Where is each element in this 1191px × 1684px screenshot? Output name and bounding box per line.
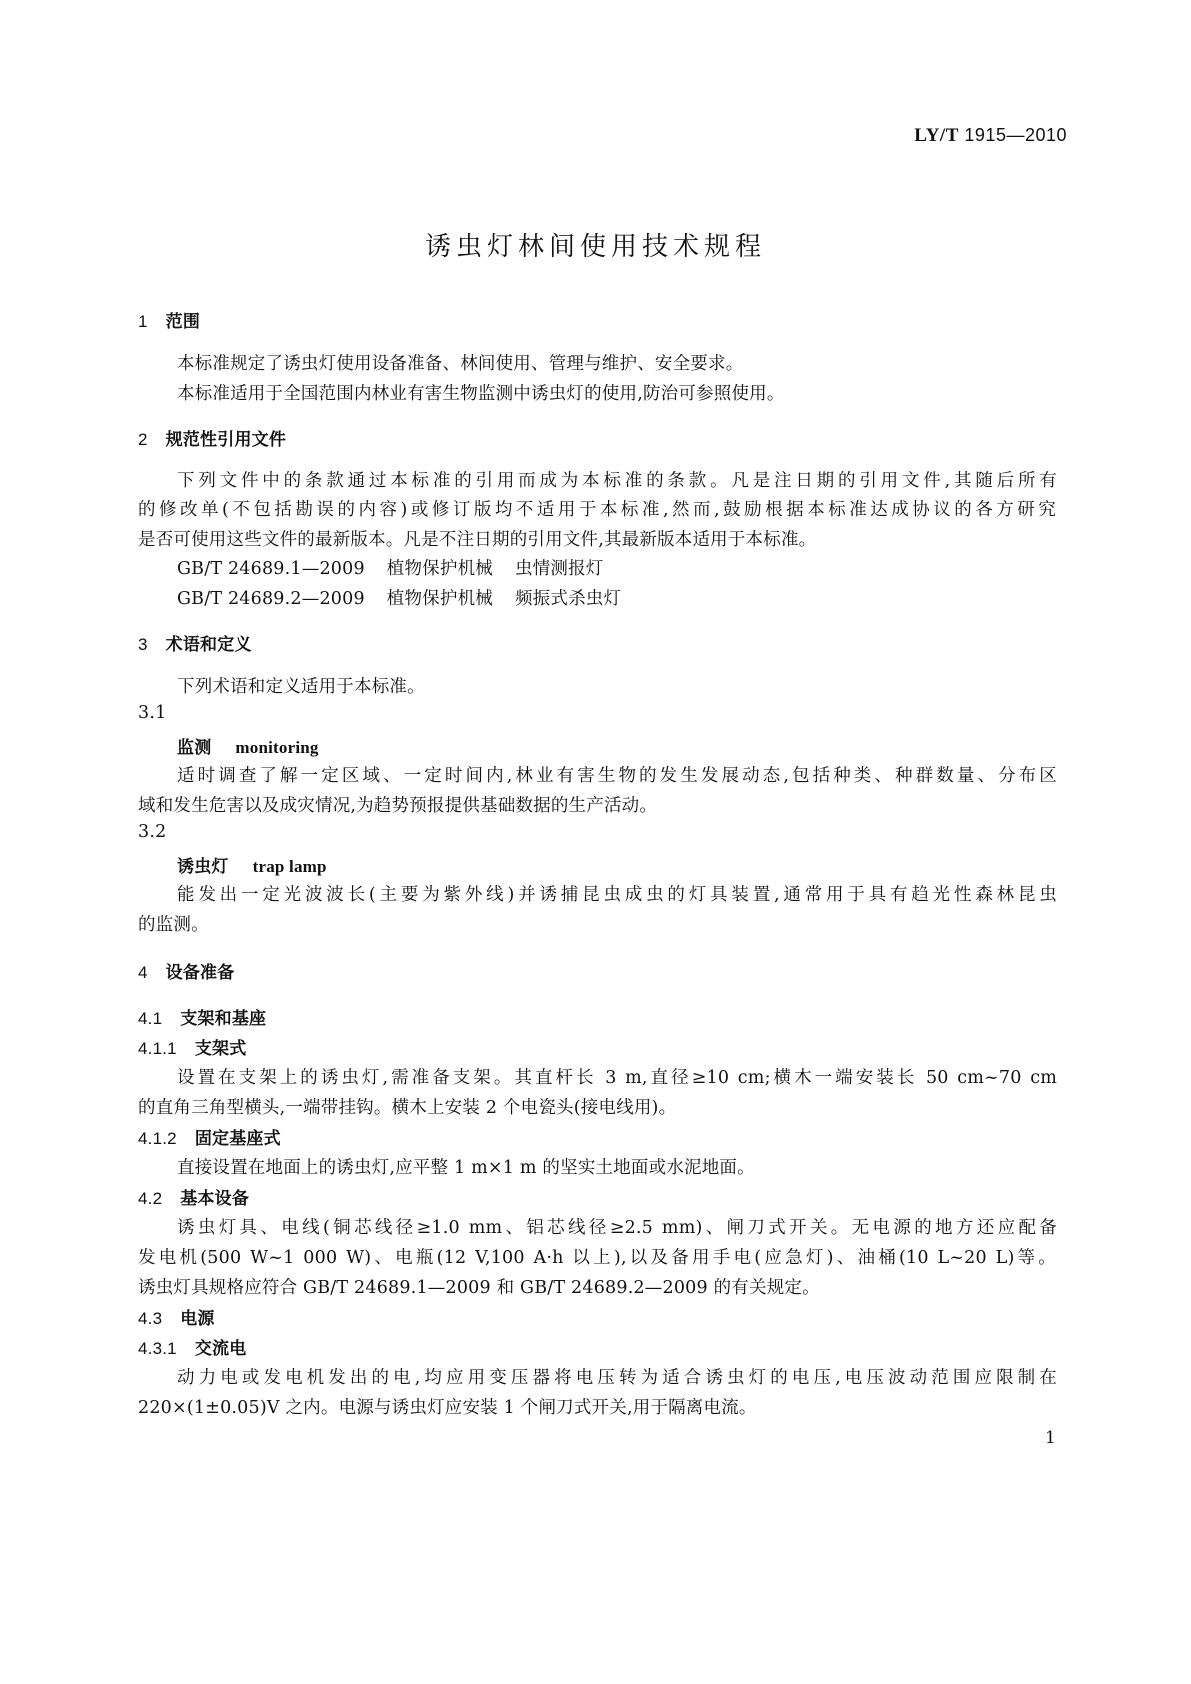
section-4-heading: 4 设备准备: [138, 963, 235, 983]
term-definition-line: 适时调查了解一定区域、一定时间内,林业有害生物的发生发展动态,包括种类、种群数量、分布区: [177, 766, 1057, 786]
reference-item: [177, 585, 621, 610]
term-definition-line: 域和发生危害以及成灾情况,为趋势预报提供基础数据的生产活动。: [138, 796, 658, 816]
section-1-heading: 1 范围: [138, 312, 201, 332]
term-title: 监测 monitoring: [177, 738, 319, 758]
reference-code: GB/T 24689.2—2009: [177, 589, 365, 609]
reference-name: 虫情测报灯: [514, 559, 604, 579]
section-3-heading: 3 术语和定义: [138, 635, 252, 655]
section-2-paragraph-line: 的修改单(不包括勘误的内容)或修订版均不适用于本标准,然而,鼓励根据本标准达成协议的各方研究: [138, 500, 1056, 520]
section-2-paragraph-line: 是否可使用这些文件的最新版本。凡是不注日期的引用文件,其最新版本适用于本标准。: [138, 530, 817, 550]
section-4-3-heading: 4.3 电源: [138, 1309, 215, 1329]
reference-name: 频振式杀虫灯: [514, 589, 622, 609]
reference-category: 植物保护机械: [386, 589, 493, 609]
section-1-paragraph: 本标准规定了诱虫灯使用设备准备、林间使用、管理与维护、安全要求。: [177, 354, 744, 374]
section-1-paragraph: 本标准适用于全国范围内林业有害生物监测中诱虫灯的使用,防治可参照使用。: [177, 384, 785, 404]
section-4-1-heading: 4.1 支架和基座: [138, 1009, 267, 1029]
paragraph-line: 诱虫灯具规格应符合 GB/T 24689.1—2009 和 GB/T 24689.2—2009 的有关规定。: [138, 1278, 820, 1298]
paragraph-line: 动力电或发电机发出的电,均应用变压器将电压转为适合诱虫灯的电压,电压波动范围应限制在: [177, 1368, 1057, 1388]
document-title: 诱虫灯林间使用技术规程: [424, 232, 766, 262]
paragraph-line: 发电机(500 W~1 000 W)、电瓶(12 V,100 A·h 以上),以及备用手电(应急灯)、油桶(10 L~20 L)等。: [138, 1248, 1056, 1268]
reference-code: GB/T 24689.1—2009: [177, 559, 365, 579]
section-2-paragraph-line: 下列文件中的条款通过本标准的引用而成为本标准的条款。凡是注日期的引用文件,其随后所有: [177, 471, 1057, 491]
section-4-1-2-heading: 4.1.2 固定基座式: [138, 1129, 281, 1149]
term-title: 诱虫灯 trap lamp: [177, 857, 327, 877]
section-4-2-heading: 4.2 基本设备: [138, 1189, 250, 1209]
paragraph-line: 的直角三角型横头,一端带挂钩。横木上安装 2 个电瓷头(接电线用)。: [138, 1098, 677, 1118]
standard-code-number: 1915—2010: [964, 125, 1067, 145]
term-number: 3.1: [138, 703, 167, 723]
term-number: 3.2: [138, 822, 167, 842]
section-2-heading: 2 规范性引用文件: [138, 430, 287, 450]
section-4-1-1-heading: 4.1.1 支架式: [138, 1039, 247, 1059]
reference-category: 植物保护机械: [386, 559, 493, 579]
paragraph-line: 220×(1±0.05)V 之内。电源与诱虫灯应安装 1 个闸刀式开关,用于隔离电流。: [138, 1398, 757, 1418]
paragraph-line: 诱虫灯具、电线(铜芯线径≥1.0 mm、铝芯线径≥2.5 mm)、闸刀式开关。无电源的地方还应配备: [177, 1218, 1057, 1238]
paragraph-line: 设置在支架上的诱虫灯,需准备支架。其直杆长 3 m,直径≥10 cm;横木一端安装长 50 cm~70 cm: [177, 1068, 1057, 1088]
standard-code: [914, 125, 1067, 147]
page-number: 1: [1045, 1428, 1056, 1448]
section-3-intro: 下列术语和定义适用于本标准。: [177, 677, 425, 697]
term-definition-line: 能发出一定光波波长(主要为紫外线)并诱捕昆虫成虫的灯具装置,通常用于具有趋光性森林昆虫: [177, 885, 1057, 905]
standard-code-prefix: LY/T: [914, 125, 959, 146]
paragraph-line: 直接设置在地面上的诱虫灯,应平整 1 m×1 m 的坚实土地面或水泥地面。: [177, 1158, 755, 1178]
reference-item: [177, 555, 603, 580]
term-definition-line: 的监测。: [138, 915, 209, 935]
section-4-3-1-heading: 4.3.1 交流电: [138, 1339, 247, 1359]
